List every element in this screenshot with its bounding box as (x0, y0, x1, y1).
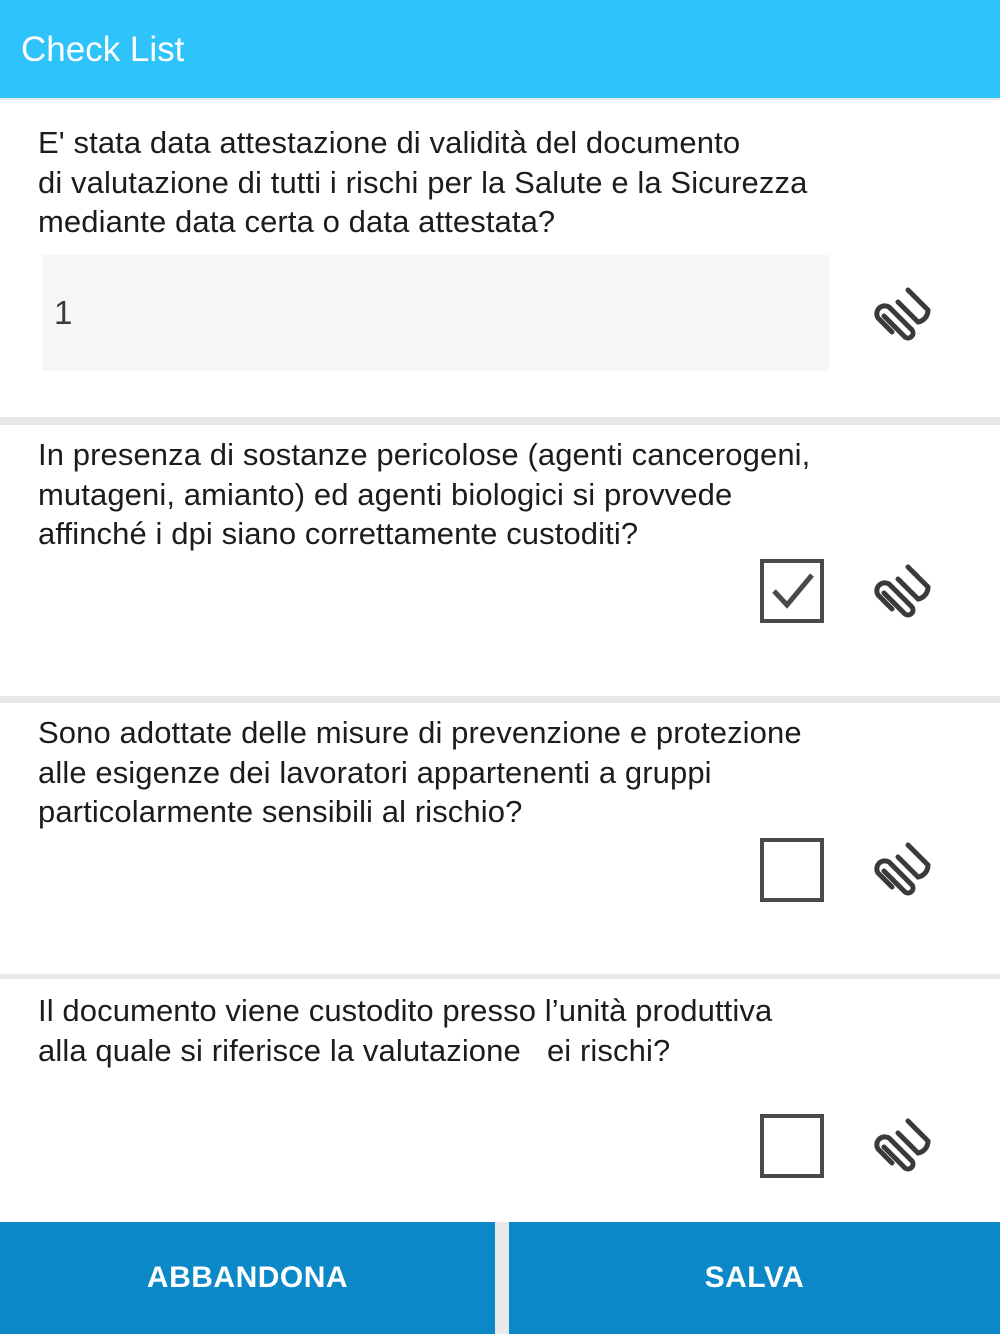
question-text-4: Il documento viene custodito presso l’unità produttiva alla quale si riferisce la valutazione ei rischi? (38, 993, 773, 1068)
question-card-1 (0, 100, 1000, 417)
footer-bar (0, 1222, 1000, 1334)
question-card-3 (0, 703, 1000, 974)
question-text-3: Sono adottate delle misure di prevenzione e protezione alle esigenze dei lavoratori appartenenti a gruppi particolarmente sensibili al rischio? (38, 715, 802, 829)
question-card-4 (0, 979, 1000, 1222)
question-checkbox-4[interactable] (760, 1114, 824, 1178)
page-title: Check List (21, 30, 185, 69)
paperclip-icon[interactable] (868, 1111, 938, 1181)
paperclip-icon[interactable] (868, 280, 938, 350)
abandon-button[interactable]: ABBANDONA (0, 1222, 495, 1334)
save-button[interactable]: SALVA (509, 1222, 1000, 1334)
question-text-1: E' stata data attestazione di validità del documento di valutazione di tutti i rischi per la Salute e la Sicurezza mediante data certa o data attestata? (38, 125, 808, 239)
question-text-2: In presenza di sostanze pericolose (agenti cancerogeni, mutageni, amianto) ed agenti biologici si provvede affinché i dpi siano correttamente custoditi? (38, 437, 811, 551)
question-card-2 (0, 425, 1000, 696)
checkmark-icon (766, 565, 818, 617)
question-checkbox-3[interactable] (760, 838, 824, 902)
paperclip-icon[interactable] (868, 557, 938, 627)
question-checkbox-2[interactable] (760, 559, 824, 623)
paperclip-icon[interactable] (868, 835, 938, 905)
answer-text-field-1[interactable] (42, 255, 829, 371)
app-bar (0, 0, 1000, 98)
